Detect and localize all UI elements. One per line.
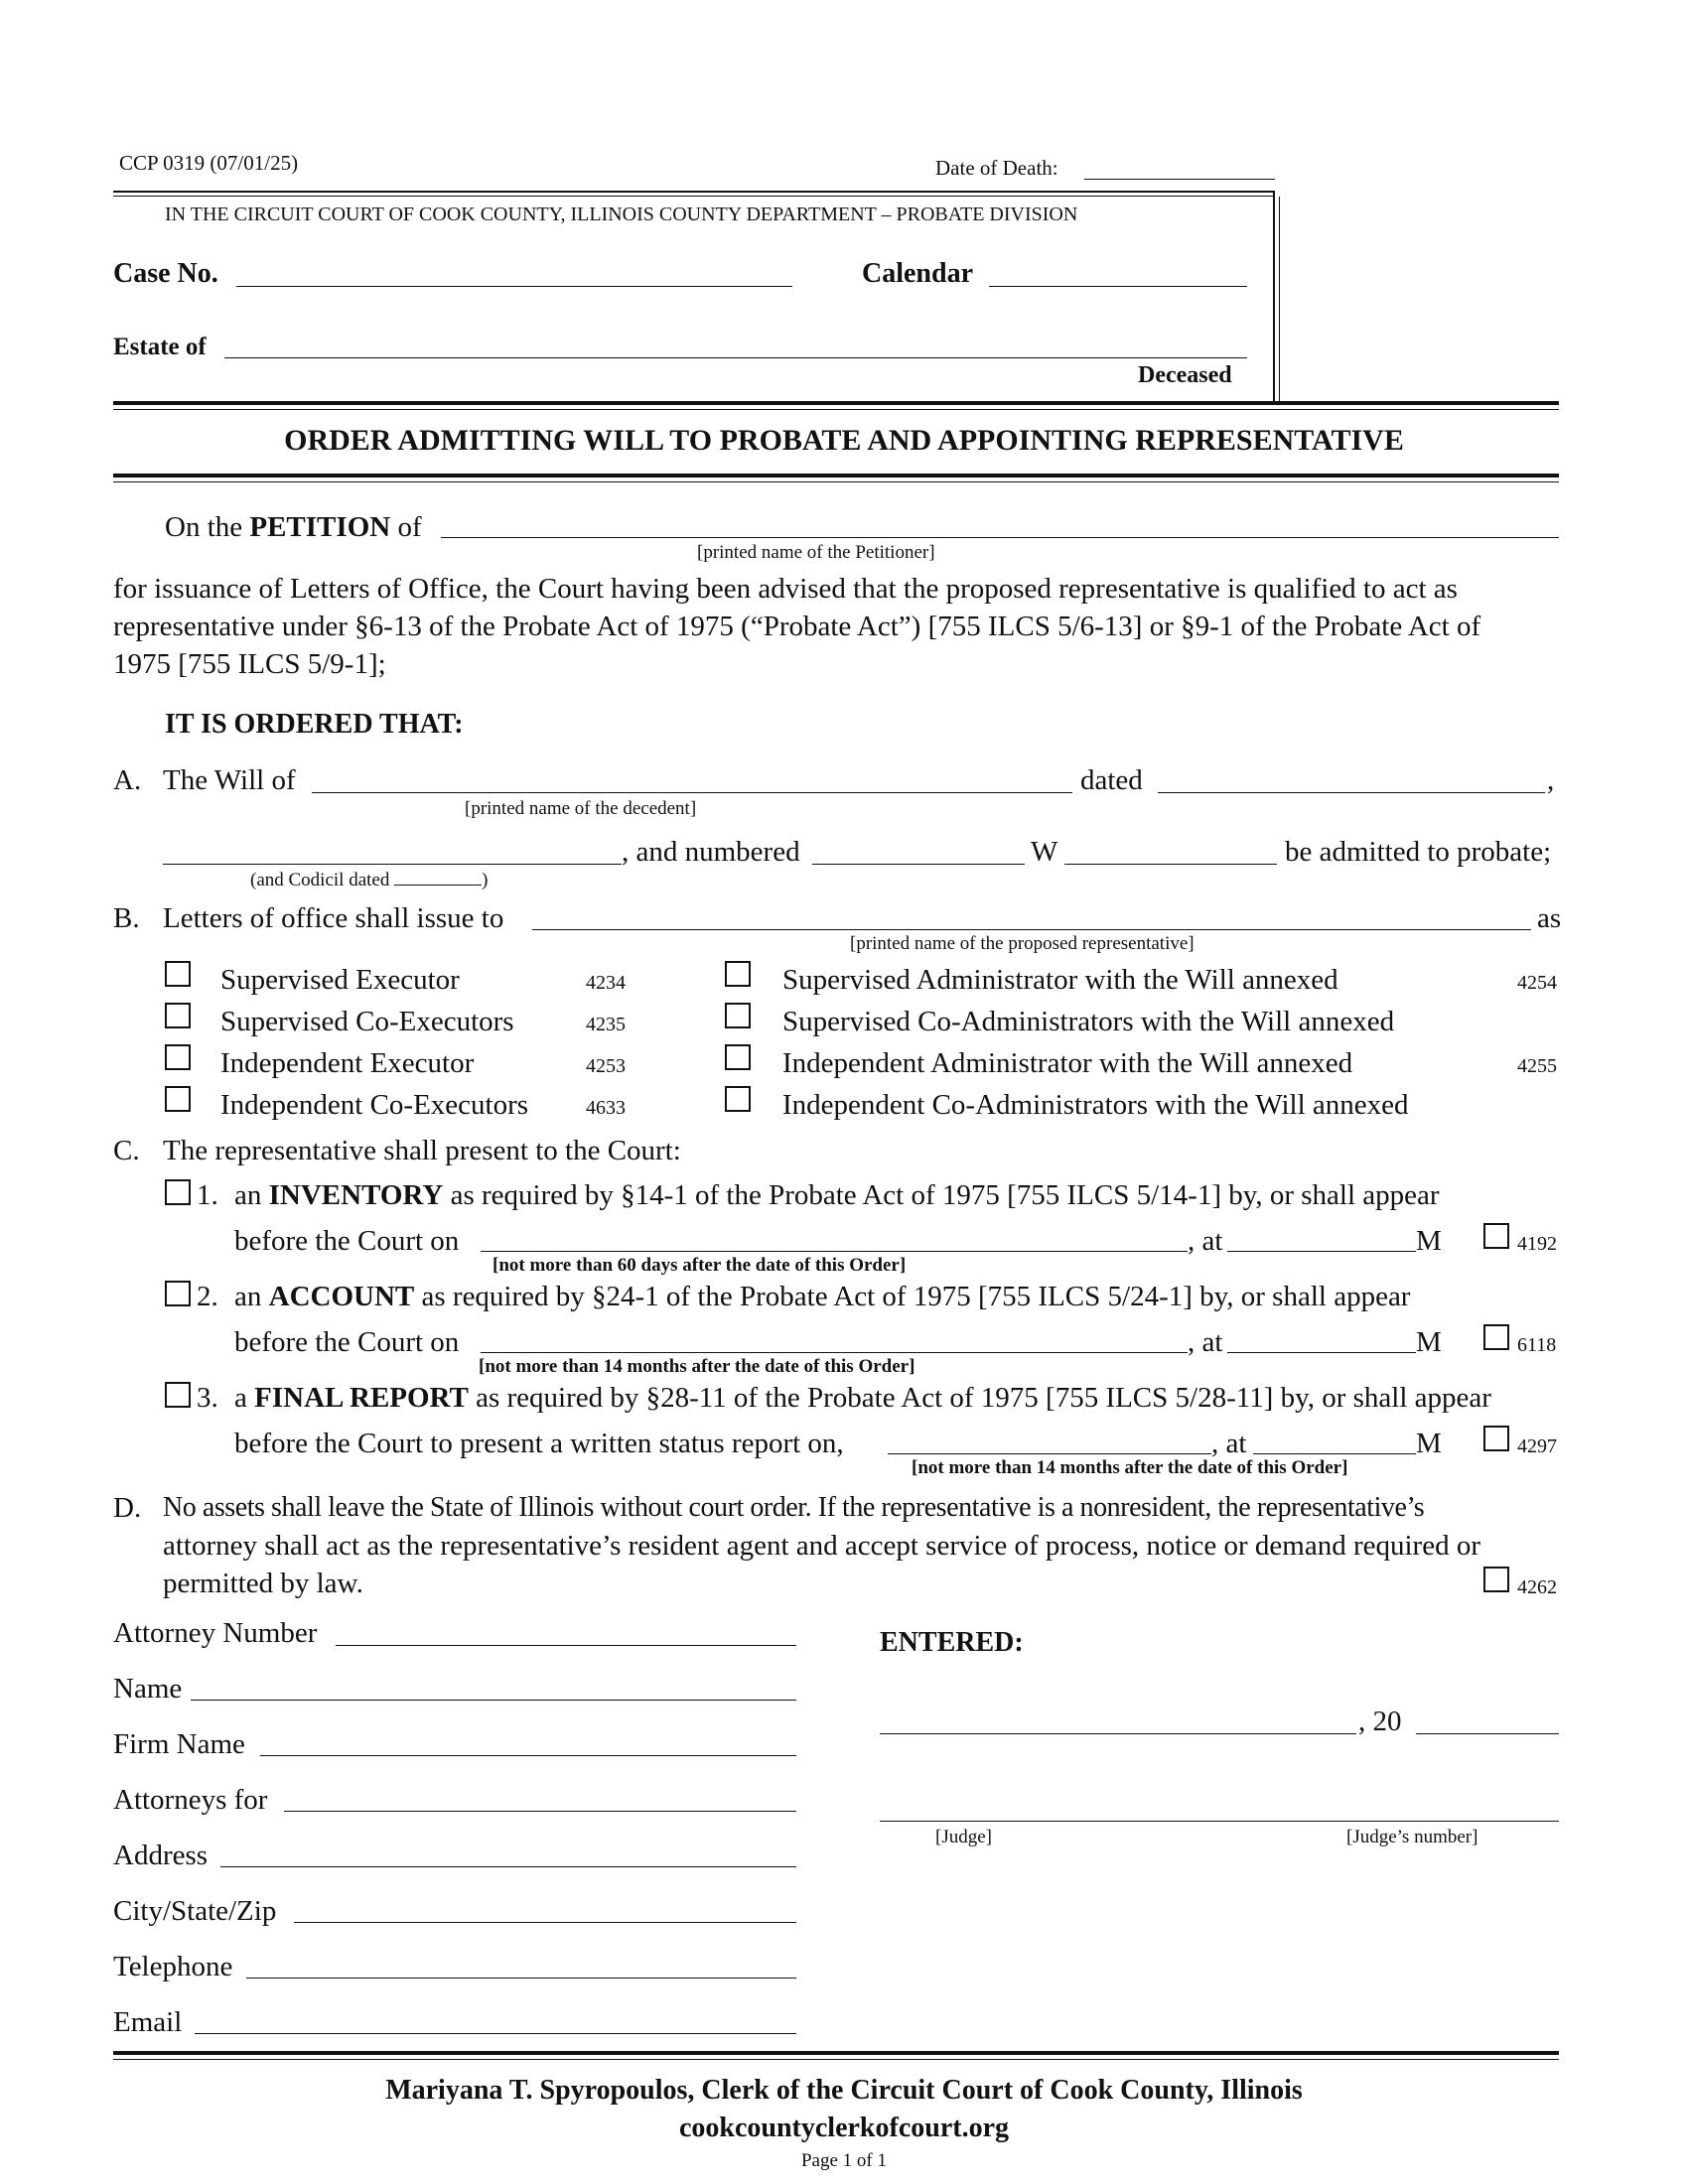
account-at-label: , at — [1188, 1326, 1223, 1358]
final-report-checkbox[interactable] — [165, 1382, 191, 1408]
supervised-administrator-code: 4254 — [1517, 972, 1557, 994]
petition-label: On the PETITION of — [165, 511, 422, 543]
will-date-comma: , — [1547, 764, 1555, 796]
inventory-m-label: M — [1416, 1225, 1442, 1257]
final-report-number: 3. — [197, 1382, 218, 1414]
inventory-code: 4192 — [1517, 1233, 1557, 1255]
final-report-date-field[interactable] — [888, 1453, 1211, 1454]
it-is-ordered-heading: IT IS ORDERED THAT: — [165, 709, 464, 740]
account-code-checkbox[interactable] — [1483, 1324, 1509, 1350]
email-label: Email — [113, 2006, 183, 2038]
representative-caption: [printed name of the proposed representative] — [850, 933, 1195, 954]
codicil-field[interactable] — [163, 864, 622, 865]
final-report-code: 4297 — [1517, 1435, 1557, 1457]
dated-label: dated — [1080, 764, 1143, 796]
numbered-label: , and numbered — [622, 836, 800, 868]
inventory-number: 1. — [197, 1179, 218, 1211]
independent-co-administrators-label: Independent Co-Administrators with the Will annexed — [782, 1089, 1409, 1121]
final-report-time-field[interactable] — [1253, 1453, 1416, 1454]
final-report-code-checkbox[interactable] — [1483, 1426, 1509, 1451]
section-d-line-3: permitted by law. — [163, 1568, 363, 1599]
section-c-label: The representative shall present to the Court: — [163, 1135, 681, 1166]
inventory-time-field[interactable] — [1227, 1251, 1416, 1252]
nonresident-code-checkbox[interactable] — [1483, 1567, 1509, 1592]
attorney-number-field[interactable] — [336, 1645, 796, 1646]
section-d-letter: D. — [113, 1492, 142, 1524]
independent-executor-checkbox[interactable] — [165, 1044, 191, 1070]
independent-administrator-checkbox[interactable] — [725, 1044, 751, 1070]
page-number: Page 1 of 1 — [800, 2150, 887, 2171]
account-date-caption: [not more than 14 months after the date of this Order] — [479, 1356, 915, 1377]
account-code: 6118 — [1517, 1334, 1557, 1356]
will-number-field[interactable] — [812, 864, 1025, 865]
supervised-executor-checkbox[interactable] — [165, 961, 191, 987]
independent-administrator-code: 4255 — [1517, 1055, 1557, 1077]
as-label: as — [1537, 902, 1562, 934]
name-field[interactable] — [191, 1700, 796, 1701]
final-report-at-label: , at — [1211, 1428, 1247, 1459]
estate-of-field[interactable] — [224, 357, 1247, 358]
clerk-website[interactable]: cookcountyclerkofcourt.org — [678, 2113, 1010, 2143]
account-m-label: M — [1416, 1326, 1442, 1358]
header-box-top-border — [113, 191, 1275, 193]
case-no-field[interactable] — [236, 286, 792, 287]
representative-name-field[interactable] — [532, 929, 1531, 930]
address-label: Address — [113, 1840, 209, 1871]
supervised-co-administrators-label: Supervised Co-Administrators with the Will annexed — [782, 1006, 1395, 1037]
independent-executor-code: 4253 — [586, 1055, 626, 1077]
judge-number-caption: [Judge’s number] — [1346, 1827, 1478, 1847]
inventory-before-court: before the Court on — [234, 1225, 460, 1257]
supervised-executor-code: 4234 — [586, 972, 626, 994]
section-b-letter: B. — [113, 902, 140, 934]
supervised-co-executors-code: 4235 — [586, 1014, 626, 1035]
will-date-field[interactable] — [1158, 792, 1545, 793]
codicil-caption: (and Codicil dated ) — [250, 870, 489, 890]
header-box-right-border — [1273, 191, 1275, 401]
inventory-at-label: , at — [1188, 1225, 1223, 1257]
entered-label: ENTERED: — [880, 1627, 1024, 1658]
will-of-label: The Will of — [163, 764, 296, 796]
header-box-top-border-inner — [113, 196, 1275, 197]
section-d-line-2: attorney shall act as the representative’s resident agent and accept service of process, notice or demand required or — [163, 1530, 1480, 1562]
independent-co-administrators-checkbox[interactable] — [725, 1086, 751, 1112]
email-field[interactable] — [195, 2033, 796, 2034]
supervised-co-executors-checkbox[interactable] — [165, 1003, 191, 1028]
w-label: W — [1031, 836, 1058, 868]
judge-caption: [Judge] — [935, 1827, 992, 1847]
title-rule-bottom-thick — [113, 474, 1559, 478]
decedent-caption: [printed name of the decedent] — [465, 798, 697, 819]
admitted-label: be admitted to probate; — [1285, 836, 1552, 868]
estate-of-label: Estate of — [113, 334, 207, 360]
name-label: Name — [113, 1673, 183, 1705]
entered-year-field[interactable] — [1416, 1733, 1559, 1734]
account-time-field[interactable] — [1227, 1352, 1416, 1353]
section-d-line-1: No assets shall leave the State of Illinois without court order. If the representative is a nonresident, the representative’s — [163, 1492, 1425, 1523]
account-number: 2. — [197, 1281, 218, 1312]
final-report-text: a FINAL REPORT as required by §28-11 of the Probate Act of 1975 [755 ILCS 5/28-11] by, or shall appear — [234, 1382, 1491, 1414]
judge-signature-field[interactable] — [880, 1821, 1559, 1822]
section-c-letter: C. — [113, 1135, 140, 1166]
account-before-court: before the Court on — [234, 1326, 460, 1358]
title-rule-top-thick — [113, 401, 1559, 405]
final-report-date-caption: [not more than 14 months after the date of this Order] — [912, 1457, 1348, 1478]
calendar-field[interactable] — [989, 286, 1247, 287]
inventory-checkbox[interactable] — [165, 1179, 191, 1205]
supervised-co-administrators-checkbox[interactable] — [725, 1003, 751, 1028]
inventory-text: an INVENTORY as required by §14-1 of the Probate Act of 1975 [755 ILCS 5/14-1] by, or shall appear — [234, 1179, 1440, 1211]
inventory-date-field[interactable] — [481, 1251, 1188, 1252]
page-title: ORDER ADMITTING WILL TO PROBATE AND APPOINTING REPRESENTATIVE — [284, 424, 1404, 457]
section-a-letter: A. — [113, 764, 142, 796]
decedent-name-field[interactable] — [312, 792, 1072, 793]
attorney-number-label: Attorney Number — [113, 1617, 318, 1649]
date-of-death-field[interactable] — [1084, 179, 1275, 180]
independent-administrator-label: Independent Administrator with the Will annexed — [782, 1047, 1353, 1079]
deceased-label: Deceased — [1138, 362, 1232, 388]
telephone-field[interactable] — [246, 1978, 796, 1979]
footer-rule-thin — [113, 2059, 1559, 2060]
petition-text-line-1: for issuance of Letters of Office, the Court having been advised that the proposed representative is qualified to act as — [113, 573, 1458, 605]
address-field[interactable] — [220, 1866, 796, 1867]
petition-text-line-3: 1975 [755 ILCS 5/9-1]; — [113, 648, 386, 680]
final-report-m-label: M — [1416, 1428, 1442, 1459]
attorneys-for-label: Attorneys for — [113, 1784, 268, 1816]
supervised-co-executors-label: Supervised Co-Executors — [220, 1006, 514, 1037]
header-box-right-border-inner — [1279, 197, 1280, 401]
supervised-administrator-label: Supervised Administrator with the Will annexed — [782, 964, 1338, 996]
petitioner-caption: [printed name of the Petitioner] — [697, 542, 935, 563]
inventory-date-caption: [not more than 60 days after the date of this Order] — [492, 1255, 907, 1276]
account-date-field[interactable] — [481, 1352, 1188, 1353]
independent-co-executors-label: Independent Co-Executors — [220, 1089, 529, 1121]
case-no-label: Case No. — [113, 258, 218, 289]
final-report-before-court: before the Court to present a written status report on, — [234, 1428, 844, 1459]
clerk-name: Mariyana T. Spyropoulos, Clerk of the Circuit Court of Cook County, Illinois — [385, 2075, 1303, 2106]
firm-name-label: Firm Name — [113, 1728, 245, 1760]
city-state-zip-label: City/State/Zip — [113, 1895, 277, 1927]
account-text: an ACCOUNT as required by §24-1 of the Probate Act of 1975 [755 ILCS 5/24-1] by, or shall appear — [234, 1281, 1411, 1312]
title-rule-top-thin — [113, 409, 1559, 410]
supervised-administrator-checkbox[interactable] — [725, 961, 751, 987]
petitioner-name-field[interactable] — [441, 537, 1559, 538]
entered-year-prefix: , 20 — [1358, 1706, 1402, 1737]
inventory-code-checkbox[interactable] — [1483, 1223, 1509, 1249]
court-heading: IN THE CIRCUIT COURT OF COOK COUNTY, ILLINOIS COUNTY DEPARTMENT – PROBATE DIVISION — [165, 204, 1078, 225]
letters-issue-label: Letters of office shall issue to — [163, 902, 504, 934]
title-rule-bottom-thin — [113, 481, 1559, 482]
independent-co-executors-code: 4633 — [586, 1097, 626, 1119]
independent-co-executors-checkbox[interactable] — [165, 1086, 191, 1112]
attorneys-for-field[interactable] — [284, 1811, 796, 1812]
account-checkbox[interactable] — [165, 1281, 191, 1306]
independent-executor-label: Independent Executor — [220, 1047, 475, 1079]
nonresident-code: 4262 — [1517, 1576, 1557, 1598]
footer-rule-thick — [113, 2051, 1559, 2055]
city-state-zip-field[interactable] — [294, 1922, 796, 1923]
supervised-executor-label: Supervised Executor — [220, 964, 460, 996]
date-of-death-label: Date of Death: — [935, 156, 1058, 180]
calendar-label: Calendar — [862, 258, 973, 289]
entered-date-field[interactable] — [880, 1733, 1356, 1734]
form-code: CCP 0319 (07/01/25) — [119, 151, 299, 175]
telephone-label: Telephone — [113, 1951, 233, 1982]
petition-text-line-2: representative under §6-13 of the Probate Act of 1975 (“Probate Act”) [755 ILCS 5/6-13] or §9-1 of the Probate Act of — [113, 611, 1481, 642]
firm-name-field[interactable] — [260, 1755, 796, 1756]
w-number-field[interactable] — [1064, 864, 1277, 865]
